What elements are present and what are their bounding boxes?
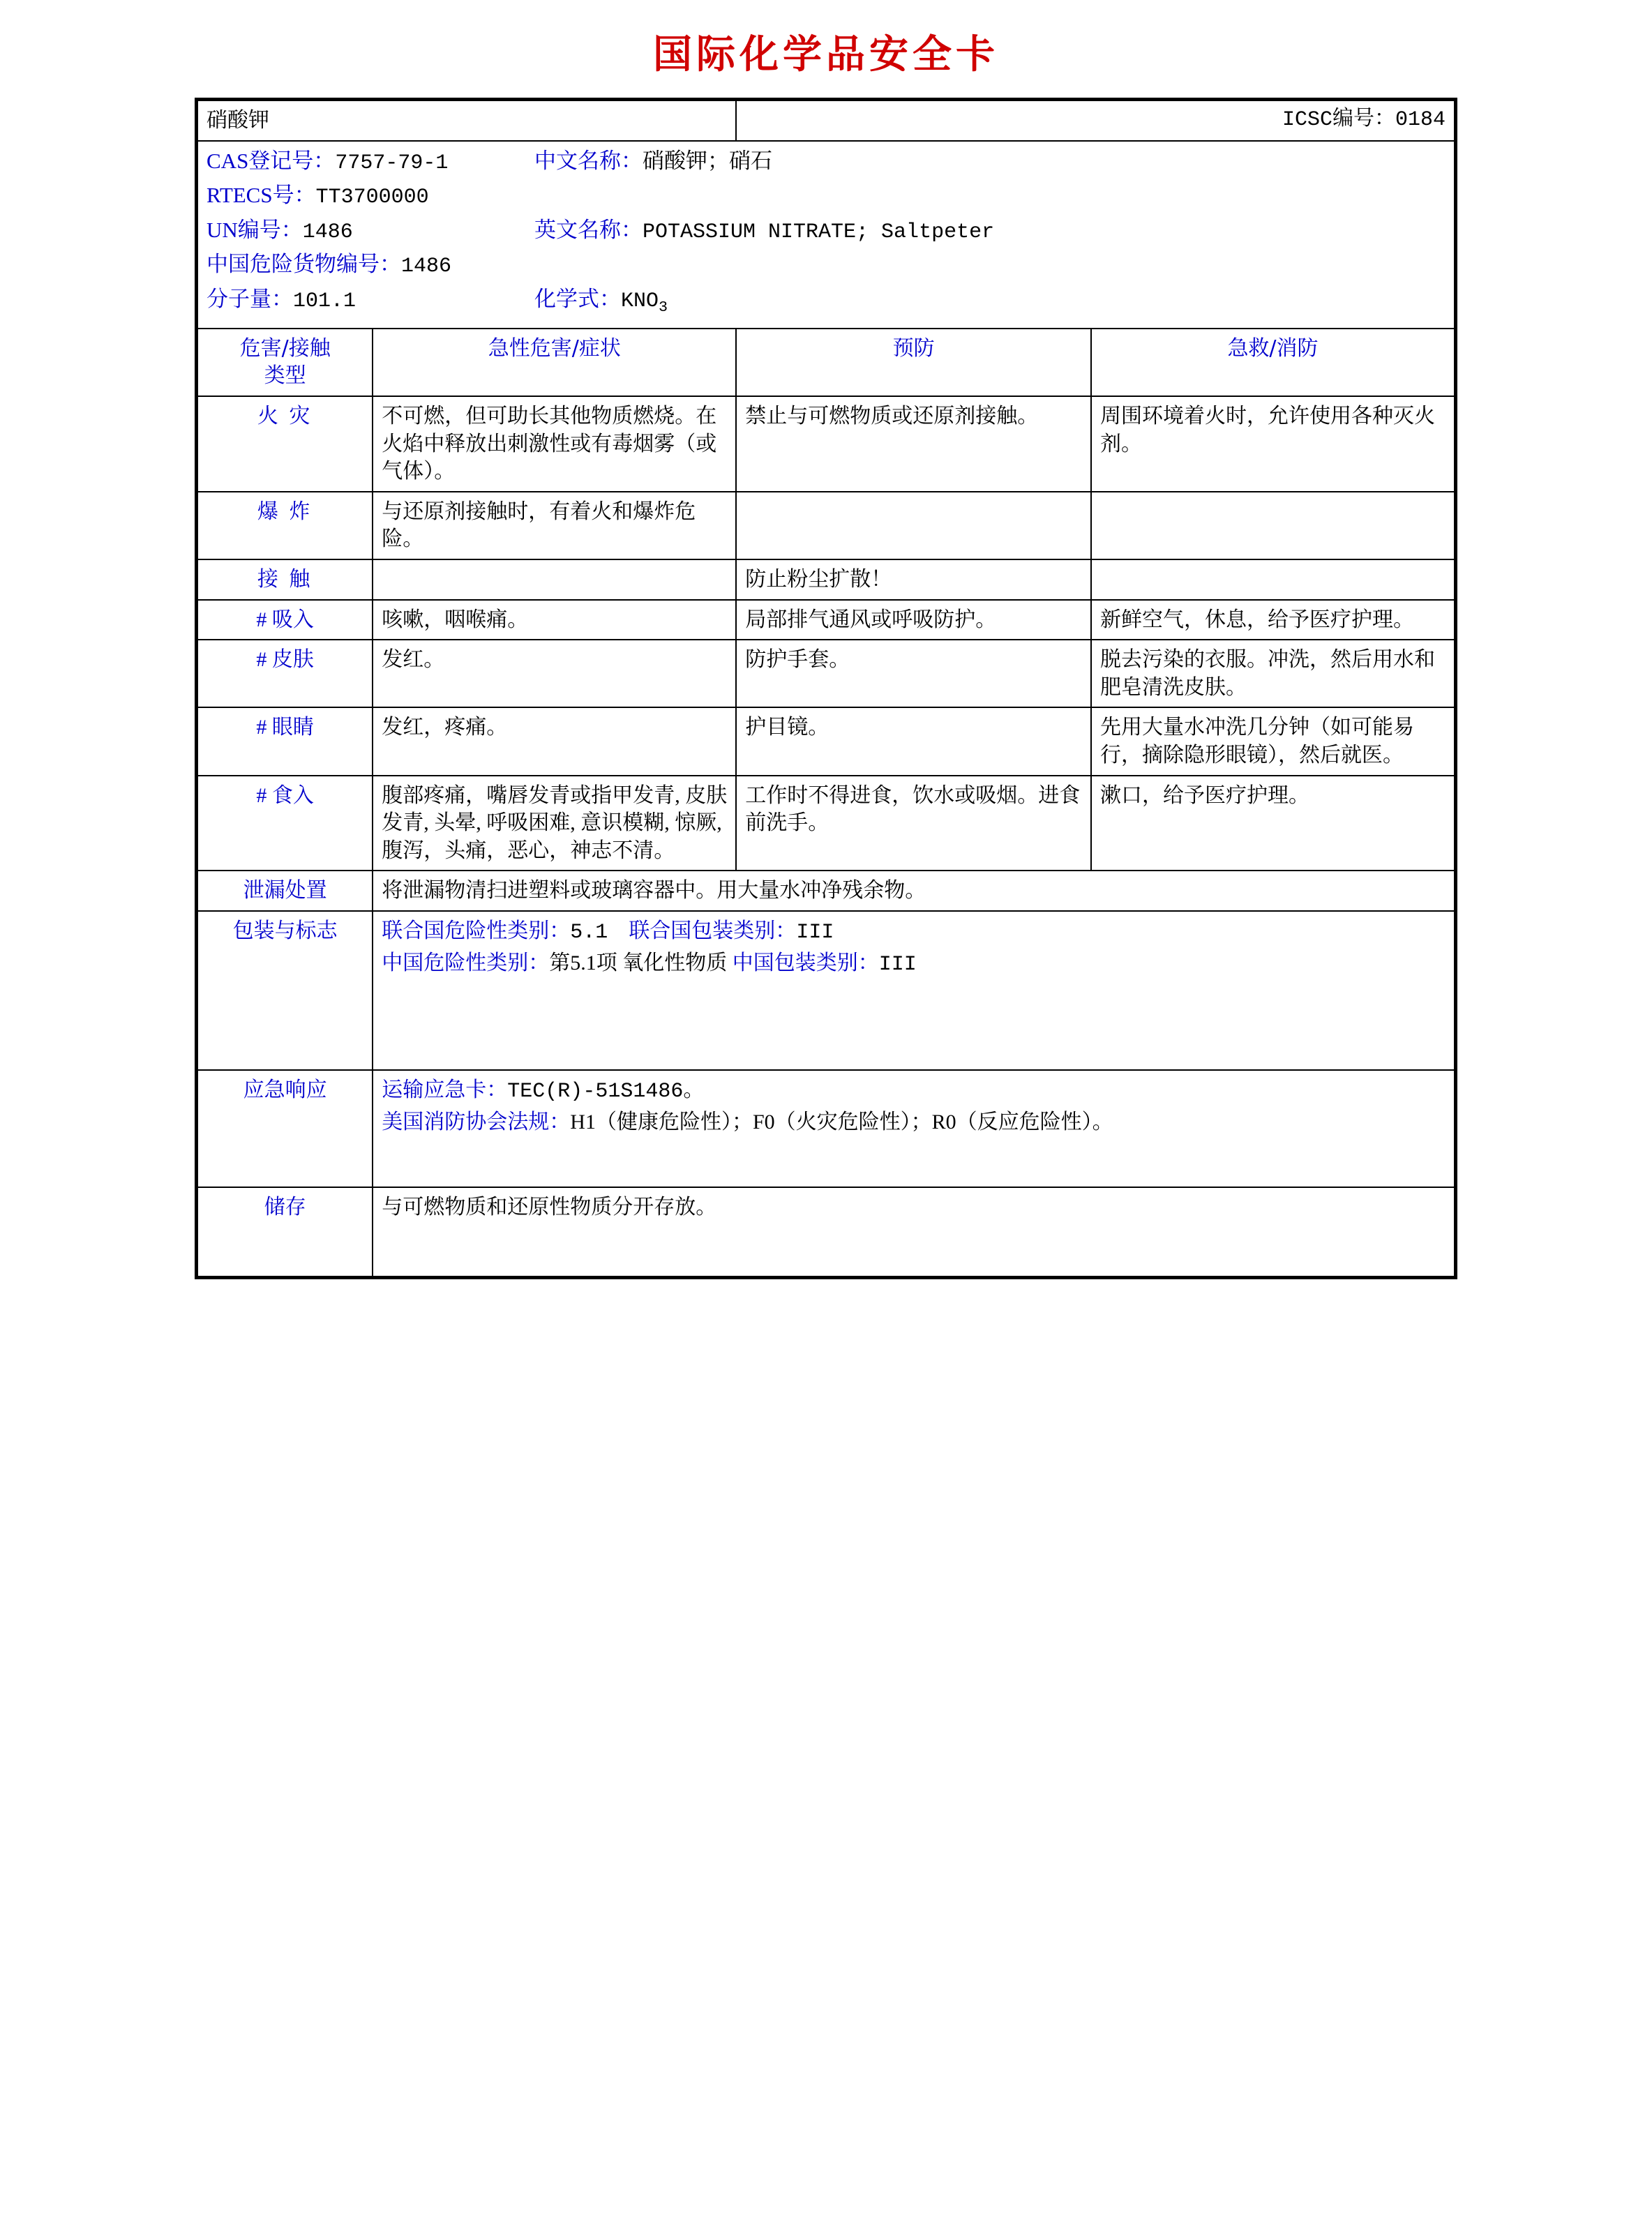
table-row [197,492,1455,559]
cell-explosion-acute: 与还原剂接触时，有着火和爆炸危险。 [373,492,736,559]
column-header-row [197,329,1455,396]
response-tec-line [382,1076,1446,1106]
row-label-eyes: # 眼睛 [197,707,373,775]
mw-value: 101.1 [293,289,356,313]
row-label-response: 应急响应 [197,1070,373,1187]
mw-label: 分子量： [206,286,293,311]
identifier-block [197,141,1455,329]
cell-inhalation-firstaid: 新鲜空气，休息，给予医疗护理。 [1091,600,1455,640]
chemical-name: 硝酸钾 [197,100,736,141]
en-name-field [534,216,1446,247]
cell-skin-prevention: 防护手套。 [736,640,1091,707]
cell-exposure-firstaid [1091,559,1455,600]
cell-fire-firstaid: 周围环境着火时，允许使用各种灭火剂。 [1091,396,1455,492]
cell-eyes-firstaid: 先用大量水冲洗几分钟（如可能易行，摘除隐形眼镜），然后就医。 [1091,707,1455,775]
cn-dangerous-label: 中国危险货物编号： [206,252,401,277]
row-label-fire: 火 灾 [197,396,373,492]
icsc-number-cell [736,100,1455,141]
cell-eyes-prevention: 护目镜。 [736,707,1091,775]
table-row [197,776,1455,871]
un-field [206,216,534,247]
row-label-skin: # 皮肤 [197,640,373,707]
identifier-line-cn-dangerous [206,250,1446,281]
column-header-type-line1: 危害/接触 [239,336,331,361]
identifier-line-un [206,216,1446,247]
row-label-storage: 储存 [197,1187,373,1277]
cas-value: 7757-79-1 [335,151,449,175]
icsc-table [197,100,1455,1277]
un-pack-value: III [796,920,834,944]
cell-packaging [373,911,1455,1070]
cell-explosion-prevention [736,492,1091,559]
row-label-exposure: 接 触 [197,559,373,600]
table-row [197,871,1455,911]
un-class-value: 5.1 [570,920,608,944]
cell-ingestion-acute: 腹部疼痛，嘴唇发青或指甲发青, 皮肤发青, 头晕, 呼吸困难, 意识模糊, 惊厥, 腹泻，头痛，恶心，神志不清。 [373,776,736,871]
nfpa-label: 美国消防协会法规： [382,1110,571,1134]
cell-skin-firstaid: 脱去污染的衣服。冲洗，然后用水和肥皂清洗皮肤。 [1091,640,1455,707]
formula-value: KNO [621,289,659,313]
en-name-value: POTASSIUM NITRATE; Saltpeter [643,220,995,244]
row-label-packaging: 包装与标志 [197,911,373,1070]
table-row [197,600,1455,640]
rtecs-field [206,181,534,212]
identifier-line-mw [206,285,1446,318]
cn-dangerous-value: 1486 [401,255,452,279]
cell-explosion-firstaid [1091,492,1455,559]
cell-exposure-prevention: 防止粉尘扩散！ [736,559,1091,600]
table-row [197,911,1455,1070]
cell-storage-text: 与可燃物质和还原性物质分开存放。 [373,1187,1455,1277]
table-row [197,1070,1455,1187]
cas-field [206,147,534,178]
un-pack-label: 联合国包装类别： [629,919,797,942]
table-row [197,559,1455,600]
packaging-cn-line [382,949,1446,979]
cell-ingestion-firstaid: 漱口，给予医疗护理。 [1091,776,1455,871]
cn-name-field [534,147,1446,176]
row-label-spill: 泄漏处置 [197,871,373,911]
table-row [197,396,1455,492]
packaging-un-line [382,917,1446,947]
column-header-type-line2: 类型 [264,363,306,389]
rtecs-label: RTECS号： [206,183,316,208]
page-title: 国际化学品安全卡 [653,32,999,77]
column-header-prevention: 预防 [736,329,1091,396]
cn-class-value: 第5.1项 氧化性物质 [549,951,728,975]
mw-field [206,285,534,316]
cell-ingestion-prevention: 工作时不得进食，饮水或吸烟。进食前洗手。 [736,776,1091,871]
cell-exposure-acute [373,559,736,600]
cell-skin-acute: 发红。 [373,640,736,707]
cell-response [373,1070,1455,1187]
un-value: 1486 [302,220,353,244]
icsc-card [195,98,1457,1279]
row-label-ingestion: # 食入 [197,776,373,871]
en-name-spacer [534,181,1446,210]
rtecs-value: TT3700000 [315,186,429,210]
table-row [197,707,1455,775]
tec-label: 运输应急卡： [382,1078,508,1101]
table-row [197,1187,1455,1277]
cn-dangerous-field [206,250,695,281]
response-nfpa-line [382,1108,1446,1136]
cn-dangerous-spacer [695,250,1446,279]
cn-name-value: 硝酸钾；硝石 [643,148,772,173]
row-label-explosion: 爆 炸 [197,492,373,559]
cell-fire-acute: 不可燃，但可助长其他物质燃烧。在火焰中释放出刺激性或有毒烟雾（或气体）。 [373,396,736,492]
cn-pack-label: 中国包装类别： [732,951,879,975]
icsc-value: 0184 [1395,108,1446,132]
cell-inhalation-acute: 咳嗽，咽喉痛。 [373,600,736,640]
un-class-label: 联合国危险性类别： [382,919,571,942]
cn-name-label: 中文名称： [534,148,643,173]
cell-inhalation-prevention: 局部排气通风或呼吸防护。 [736,600,1091,640]
row-label-inhalation: # 吸入 [197,600,373,640]
formula-label: 化学式： [534,286,621,311]
identifier-line-rtecs [206,181,1446,212]
cell-spill-text: 将泄漏物清扫进塑料或玻璃容器中。用大量水冲净残余物。 [373,871,1455,911]
formula-subscript: 3 [659,299,668,317]
cn-pack-value: III [878,953,917,977]
column-header-acute: 急性危害/症状 [373,329,736,396]
card-header-row [197,100,1455,141]
table-row [197,640,1455,707]
nfpa-value: H1（健康危险性）；F0（火灾危险性）；R0（反应危险性）。 [570,1110,1113,1134]
identifier-line-cas [206,147,1446,178]
cas-label: CAS登记号： [206,148,336,173]
cell-eyes-acute: 发红，疼痛。 [373,707,736,775]
tec-value: TEC(R)-51S1486。 [507,1079,705,1104]
cn-class-label: 中国危险性类别： [382,951,550,975]
cell-fire-prevention: 禁止与可燃物质或还原剂接触。 [736,396,1091,492]
formula-field [534,285,1446,318]
icsc-label: ICSC编号： [1282,108,1395,132]
identifier-row [197,141,1455,329]
en-name-label: 英文名称： [534,217,643,242]
column-header-type [197,329,373,396]
un-label: UN编号： [206,217,303,242]
column-header-firstaid: 急救/消防 [1091,329,1455,396]
